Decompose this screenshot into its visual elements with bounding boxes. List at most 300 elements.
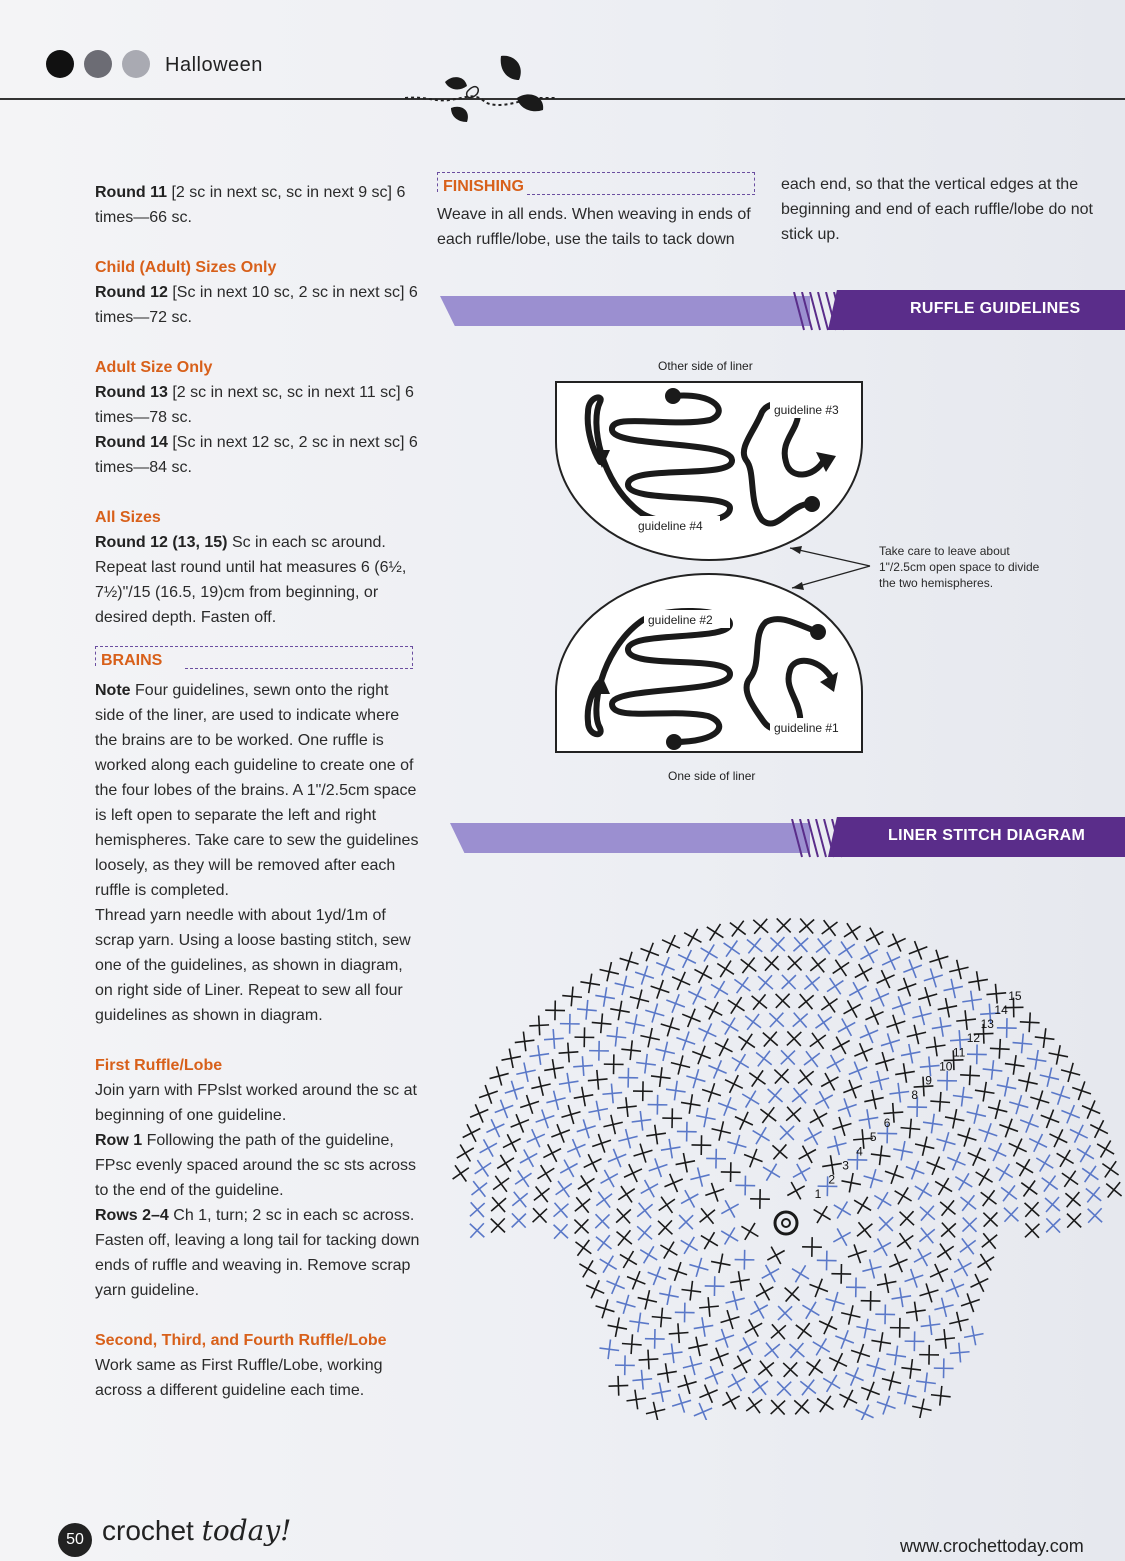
round-number-label: 6 — [883, 1116, 891, 1131]
sc-stitch-mark — [1001, 1185, 1017, 1201]
rows24-para — [95, 1203, 420, 1303]
sc-stitch-mark — [958, 1128, 977, 1147]
sc-stitch-mark — [885, 1165, 904, 1184]
sc-stitch-mark — [947, 1152, 965, 1170]
sc-stitch-mark — [602, 1084, 622, 1104]
sc-stitch-mark — [817, 1251, 837, 1271]
liner-stitch-diagram — [450, 880, 1125, 1420]
sc-stitch-mark — [935, 1178, 952, 1195]
sc-stitch-mark — [769, 1013, 783, 1027]
sc-stitch-mark — [603, 1115, 622, 1134]
sc-stitch-mark — [804, 1128, 821, 1145]
sc-stitch-mark — [675, 1303, 695, 1323]
sc-stitch-mark — [780, 1126, 794, 1140]
sc-stitch-mark — [1097, 1141, 1114, 1158]
sc-stitch-mark — [996, 1164, 1013, 1181]
sc-stitch-mark — [832, 1037, 849, 1054]
sc-stitch-mark — [1027, 1050, 1047, 1070]
sc-stitch-mark — [728, 997, 745, 1014]
sc-stitch-mark — [683, 1356, 702, 1375]
sc-stitch-mark — [705, 1002, 722, 1019]
sc-stitch-mark — [954, 1259, 971, 1276]
sc-stitch-mark — [636, 1054, 656, 1074]
sc-stitch-mark — [979, 1123, 998, 1142]
sc-stitch-mark — [662, 1108, 682, 1128]
sc-stitch-mark — [864, 1169, 883, 1188]
hemisphere-note: Take care to leave about 1"/2.5cm open space to divide the two hemispheres. — [879, 544, 1040, 590]
sc-stitch-mark — [785, 1287, 800, 1302]
sc-stitch-mark — [849, 982, 866, 999]
finishing-text-b: each end, so that the vertical edges at the beginning and end of each ruffle/lobe do not stick up. — [781, 176, 1093, 243]
sc-stitch-mark — [626, 1390, 646, 1410]
sc-stitch-mark — [527, 1129, 545, 1147]
sc-stitch-mark — [823, 1375, 840, 1392]
sc-stitch-mark — [962, 1218, 976, 1232]
sc-stitch-mark — [512, 1213, 526, 1227]
sc-stitch-mark — [577, 1000, 597, 1020]
sc-stitch-mark — [689, 1258, 708, 1277]
sc-stitch-mark — [656, 1042, 675, 1061]
sc-stitch-mark — [851, 1344, 870, 1363]
adult-heading: Adult Size Only — [95, 359, 213, 376]
sc-stitch-mark — [882, 952, 900, 970]
sc-stitch-mark — [739, 1338, 756, 1355]
sc-stitch-mark — [1106, 1182, 1121, 1197]
footer-brand — [102, 1514, 291, 1547]
sc-stitch-mark — [515, 1170, 531, 1186]
sc-stitch-mark — [838, 941, 854, 957]
sc-stitch-mark — [895, 1063, 915, 1083]
round12b-label: Round 12 (13, 15) — [95, 534, 228, 551]
sc-stitch-mark — [707, 924, 724, 941]
sc-stitch-mark — [986, 984, 1006, 1004]
sc-stitch-mark — [929, 950, 948, 969]
sc-stitch-mark — [794, 1399, 809, 1414]
sc-stitch-mark — [871, 988, 889, 1006]
sc-stitch-mark — [920, 1206, 935, 1221]
sc-stitch-mark — [559, 1043, 579, 1063]
sc-stitch-mark — [696, 1108, 715, 1127]
sc-stitch-mark — [855, 964, 872, 981]
sc-stitch-mark — [819, 1316, 837, 1334]
sc-stitch-mark — [758, 975, 773, 990]
sc-stitch-mark — [701, 945, 718, 962]
sc-stitch-mark — [735, 1176, 755, 1196]
sc-stitch-mark — [997, 1077, 1016, 1096]
sc-stitch-mark — [534, 1186, 550, 1202]
sc-stitch-mark — [646, 1125, 666, 1145]
sc-stitch-mark — [854, 1043, 872, 1061]
round-number-label: 15 — [1008, 988, 1022, 1003]
sc-stitch-mark — [833, 1117, 852, 1136]
sc-stitch-mark — [1046, 1218, 1060, 1232]
sc-stitch-mark — [609, 1376, 629, 1396]
sc-stitch-mark — [834, 1202, 851, 1219]
sc-stitch-mark — [810, 1033, 826, 1049]
sc-stitch-mark — [870, 1071, 889, 1090]
sc-stitch-mark — [793, 1013, 808, 1028]
sc-stitch-mark — [749, 1070, 765, 1086]
sc-stitch-mark — [1057, 1150, 1074, 1167]
sc-stitch-mark — [792, 1088, 807, 1103]
round11-para — [95, 180, 420, 230]
sc-stitch-mark — [810, 1109, 827, 1126]
sc-stitch-mark — [841, 1305, 860, 1324]
sc-stitch-mark — [491, 1218, 505, 1232]
sc-stitch-mark — [1040, 1068, 1059, 1087]
sc-stitch-mark — [659, 1285, 678, 1304]
sc-stitch-mark — [976, 1169, 993, 1186]
sc-stitch-mark — [776, 994, 790, 1008]
sc-stitch-mark — [1082, 1166, 1098, 1182]
sc-stitch-mark — [809, 1279, 827, 1297]
sc-stitch-mark — [862, 1259, 881, 1278]
sc-stitch-mark — [520, 1095, 539, 1114]
sc-stitch-mark — [741, 1223, 758, 1240]
sc-stitch-mark — [750, 1301, 767, 1318]
sc-stitch-mark — [746, 1397, 762, 1413]
sc-stitch-mark — [742, 1091, 759, 1108]
sc-stitch-mark — [915, 1183, 932, 1200]
sc-stitch-mark — [961, 1293, 980, 1312]
sc-stitch-mark — [599, 1339, 619, 1359]
sc-stitch-mark — [762, 1265, 779, 1282]
sc-stitch-mark — [560, 1014, 580, 1034]
sc-stitch-mark — [804, 1051, 820, 1067]
round12-para — [95, 280, 420, 330]
sc-stitch-mark — [661, 1139, 681, 1159]
sc-stitch-mark — [827, 1055, 844, 1072]
sc-stitch-mark — [676, 1032, 695, 1051]
sc-stitch-mark — [694, 1317, 714, 1337]
sc-stitch-mark — [861, 1291, 881, 1311]
sc-stitch-mark — [529, 1045, 549, 1065]
sc-stitch-mark — [821, 1073, 838, 1090]
sc-stitch-mark — [817, 1396, 833, 1412]
sc-stitch-mark — [1025, 1223, 1039, 1237]
sc-stitch-mark — [990, 1039, 1010, 1059]
sc-stitch-mark — [622, 1334, 642, 1354]
sc-stitch-mark — [968, 971, 988, 991]
sc-stitch-mark — [567, 1139, 585, 1157]
sc-stitch-mark — [640, 943, 658, 961]
sc-stitch-mark — [935, 1329, 955, 1349]
sc-stitch-mark — [763, 1164, 780, 1181]
sc-stitch-mark — [747, 938, 762, 953]
section-title: Halloween — [165, 54, 263, 76]
sc-stitch-mark — [923, 1114, 943, 1134]
sc-stitch-mark — [617, 1230, 632, 1245]
sc-stitch-mark — [686, 1069, 705, 1088]
sc-stitch-mark — [668, 1262, 687, 1281]
sc-stitch-mark — [889, 1083, 909, 1103]
sc-stitch-mark — [944, 979, 963, 998]
sc-stitch-mark — [967, 1104, 986, 1123]
sc-stitch-mark — [711, 981, 728, 998]
sc-stitch-mark — [897, 1233, 913, 1249]
sc-stitch-mark — [772, 1144, 787, 1159]
sc-stitch-mark — [932, 1017, 952, 1037]
round12-label: Round 12 — [95, 284, 168, 301]
sc-stitch-mark — [849, 1062, 867, 1080]
sc-stitch-mark — [975, 1082, 995, 1102]
sc-stitch-mark — [618, 1129, 637, 1148]
sc-stitch-mark — [649, 1158, 668, 1177]
sc-stitch-mark — [930, 1264, 948, 1282]
sc-stitch-mark — [881, 1033, 900, 1052]
brand-crochet: crochet — [102, 1515, 194, 1546]
sc-stitch-mark — [770, 937, 784, 951]
sc-stitch-mark — [905, 1331, 925, 1351]
sc-stitch-mark — [554, 1203, 569, 1218]
round12b-text: Sc in each sc around. Repeat last round until hat measures 6 (6½, 7½)"/15 (16.5, 19)cm from beginning, or desired depth. Fasten off. — [95, 534, 407, 626]
sc-stitch-mark — [651, 1067, 671, 1087]
sc-stitch-mark — [804, 975, 819, 990]
sc-stitch-mark — [844, 923, 861, 940]
sc-stitch-mark — [1004, 1207, 1018, 1221]
sc-stitch-mark — [678, 1375, 697, 1394]
brains-heading: BRAINS — [101, 652, 163, 669]
sc-stitch-mark — [648, 1095, 668, 1115]
sc-stitch-mark — [799, 919, 814, 934]
note-label: Note — [95, 682, 131, 699]
round-number-label: 4 — [856, 1144, 863, 1159]
sc-stitch-mark — [618, 1186, 634, 1202]
sc-stitch-mark — [997, 1018, 1017, 1038]
sc-stitch-mark — [1041, 1110, 1059, 1128]
sc-stitch-mark — [856, 1405, 874, 1420]
sc-stitch-mark — [584, 1154, 602, 1172]
sc-stitch-mark — [721, 1018, 738, 1035]
sc-stitch-mark — [544, 1029, 564, 1049]
sc-stitch-mark — [470, 1104, 488, 1122]
other-ruffles-text: Work same as First Ruffle/Lobe, working across a different guideline each time. — [95, 1357, 383, 1399]
sc-stitch-mark — [589, 1041, 609, 1061]
sc-stitch-mark — [771, 1400, 785, 1414]
finishing-text-a: Weave in all ends. When weaving in ends of each ruffle/lobe, use the tails to tack down — [437, 206, 751, 248]
guideline-3-label: guideline #3 — [774, 403, 839, 417]
sc-stitch-mark — [877, 1396, 896, 1415]
note-para — [95, 678, 420, 903]
sc-stitch-mark — [637, 1225, 652, 1240]
sc-stitch-mark — [901, 1119, 921, 1139]
sc-stitch-mark — [1077, 1145, 1094, 1162]
sc-stitch-mark — [937, 1244, 953, 1260]
sc-stitch-mark — [890, 1318, 910, 1338]
sc-stitch-mark — [822, 920, 838, 936]
sc-stitch-mark — [560, 1160, 577, 1177]
sc-stitch-mark — [721, 1228, 738, 1245]
sc-stitch-mark — [1088, 1208, 1102, 1222]
sc-stitch-mark — [895, 1187, 912, 1204]
sc-stitch-mark — [906, 1161, 924, 1179]
vine-leaves-icon — [405, 52, 555, 132]
sc-stitch-mark — [648, 1267, 666, 1285]
sc-stitch-mark — [662, 935, 680, 953]
sc-stitch-mark — [866, 928, 883, 945]
sc-stitch-mark — [625, 1014, 644, 1033]
sc-stitch-mark — [752, 1379, 768, 1395]
sc-stitch-mark — [579, 1260, 596, 1277]
sc-stitch-mark — [578, 1175, 595, 1192]
header-rule — [0, 98, 1125, 100]
row1-text: Following the path of the guideline, FPsc evenly spaced around the sc sts across to the end of the guideline. — [95, 1132, 417, 1199]
sc-stitch-mark — [661, 1017, 680, 1036]
sc-stitch-mark — [1086, 1187, 1101, 1202]
sc-stitch-mark — [463, 1124, 481, 1142]
sc-stitch-mark — [497, 1155, 514, 1172]
sc-stitch-mark — [778, 1306, 792, 1320]
section-dots — [46, 50, 150, 78]
other-side-label: Other side of liner — [658, 359, 753, 373]
sc-stitch-mark — [1049, 1045, 1068, 1064]
round-number-label: 9 — [925, 1073, 932, 1088]
sc-stitch-mark — [562, 987, 582, 1007]
sc-stitch-mark — [556, 1181, 572, 1197]
sc-stitch-mark — [732, 1054, 749, 1071]
sc-stitch-mark — [681, 1190, 698, 1207]
sc-stitch-mark — [470, 1223, 484, 1237]
sc-stitch-mark — [915, 1137, 934, 1156]
sc-stitch-mark — [559, 1073, 579, 1093]
sc-stitch-mark — [608, 1149, 626, 1167]
dot-light-gray — [122, 50, 150, 78]
sc-stitch-mark — [898, 978, 917, 997]
guideline-2-label: guideline #2 — [648, 613, 713, 627]
sc-stitch-mark — [871, 1332, 891, 1352]
sc-stitch-mark — [777, 1381, 791, 1395]
sc-stitch-mark — [793, 937, 808, 952]
first-ruffle-heading: First Ruffle/Lobe — [95, 1057, 223, 1074]
sc-stitch-mark — [981, 1190, 997, 1206]
sc-stitch-mark — [914, 1249, 931, 1266]
sc-stitch-mark — [595, 987, 615, 1007]
sc-stitch-mark — [968, 1148, 986, 1166]
sc-stitch-mark — [681, 1094, 701, 1114]
sc-stitch-mark — [645, 1329, 665, 1349]
sc-stitch-mark — [875, 1305, 895, 1325]
sc-stitch-mark — [672, 972, 690, 990]
sc-stitch-mark — [629, 1313, 649, 1333]
sc-stitch-mark — [545, 1001, 565, 1021]
sc-stitch-mark — [641, 1180, 658, 1197]
sc-stitch-mark — [835, 1330, 853, 1348]
sc-stitch-mark — [533, 1208, 547, 1222]
sc-stitch-mark — [901, 1044, 920, 1063]
sc-stitch-mark — [721, 1200, 738, 1217]
sc-stitch-mark — [859, 1109, 879, 1129]
round-number-label: 13 — [980, 1017, 994, 1031]
sc-stitch-mark — [843, 1080, 861, 1098]
sc-stitch-mark — [889, 1254, 907, 1272]
sc-stitch-mark — [730, 1271, 750, 1291]
sc-stitch-mark — [783, 1362, 797, 1376]
all-sizes-heading: All Sizes — [95, 509, 161, 526]
sc-stitch-mark — [771, 1324, 786, 1339]
sc-stitch-mark — [663, 1343, 683, 1363]
sc-stitch-mark — [831, 1264, 851, 1284]
sc-stitch-mark — [480, 1139, 497, 1156]
sc-stitch-mark — [1062, 1171, 1078, 1187]
sc-stitch-mark — [941, 1223, 956, 1238]
liner-diagram-banner — [450, 817, 1125, 855]
sc-stitch-mark — [750, 1189, 770, 1209]
sc-stitch-mark — [701, 1232, 718, 1249]
sc-stitch-mark — [813, 1338, 830, 1355]
sc-stitch-mark — [777, 918, 791, 932]
sc-stitch-mark — [706, 1149, 726, 1169]
sc-stitch-mark — [752, 994, 767, 1009]
sc-stitch-mark — [874, 1192, 891, 1209]
sc-stitch-mark — [1042, 1176, 1058, 1192]
sc-stitch-mark — [838, 1019, 855, 1036]
sc-stitch-mark — [1025, 1202, 1040, 1217]
sc-stitch-mark — [721, 1162, 741, 1182]
sc-stitch-mark — [727, 1135, 746, 1154]
sc-stitch-mark — [860, 946, 877, 963]
sc-stitch-mark — [846, 1278, 866, 1298]
sc-stitch-mark — [627, 1271, 645, 1289]
sc-stitch-mark — [793, 1164, 810, 1181]
sc-stitch-mark — [1045, 1197, 1060, 1212]
sc-stitch-mark — [470, 1202, 485, 1217]
sc-stitch-mark — [684, 929, 701, 946]
sc-stitch-mark — [988, 1143, 1006, 1161]
round13-label: Round 13 — [95, 384, 168, 401]
sc-stitch-mark — [738, 1034, 754, 1050]
sc-stitch-mark — [610, 1001, 629, 1020]
sc-stitch-mark — [745, 1319, 762, 1336]
sc-stitch-mark — [495, 1100, 513, 1118]
sc-stitch-mark — [493, 1176, 509, 1192]
sc-stitch-mark — [491, 1197, 506, 1212]
sc-stitch-mark — [921, 1315, 941, 1335]
sc-stitch-mark — [841, 1173, 860, 1192]
sc-stitch-mark — [698, 1023, 716, 1041]
finishing-heading-box — [437, 172, 755, 198]
sc-stitch-mark — [682, 1009, 700, 1027]
sc-stitch-mark — [652, 1383, 671, 1402]
sc-stitch-mark — [1030, 1091, 1049, 1110]
sc-stitch-mark — [730, 921, 746, 937]
sc-stitch-mark — [903, 959, 921, 977]
sc-stitch-mark — [503, 1134, 521, 1152]
sc-stitch-mark — [577, 1119, 596, 1138]
sc-stitch-mark — [475, 1160, 491, 1176]
sc-stitch-mark — [912, 1006, 931, 1025]
sc-stitch-mark — [616, 1209, 631, 1224]
sc-stitch-mark — [658, 1220, 672, 1234]
round12b-para — [95, 530, 420, 630]
sc-stitch-mark — [1102, 1161, 1118, 1177]
page-number: 50 — [58, 1523, 92, 1557]
sc-stitch-mark — [596, 1235, 612, 1251]
sc-stitch-mark — [798, 1070, 814, 1086]
sc-stitch-mark — [702, 1083, 721, 1102]
sc-stitch-mark — [536, 1110, 555, 1129]
sc-stitch-mark — [699, 1385, 717, 1403]
sc-stitch-mark — [806, 1359, 822, 1375]
sc-stitch-mark — [710, 1348, 728, 1366]
sc-stitch-mark — [1005, 1055, 1025, 1075]
sc-stitch-mark — [1067, 1213, 1081, 1227]
sc-stitch-mark — [916, 1372, 936, 1392]
sc-stitch-mark — [574, 1087, 593, 1106]
sc-stitch-mark — [546, 1091, 565, 1110]
sc-stitch-mark — [918, 987, 937, 1006]
sc-stitch-mark — [640, 1246, 657, 1263]
sc-stitch-mark — [1009, 1095, 1028, 1114]
